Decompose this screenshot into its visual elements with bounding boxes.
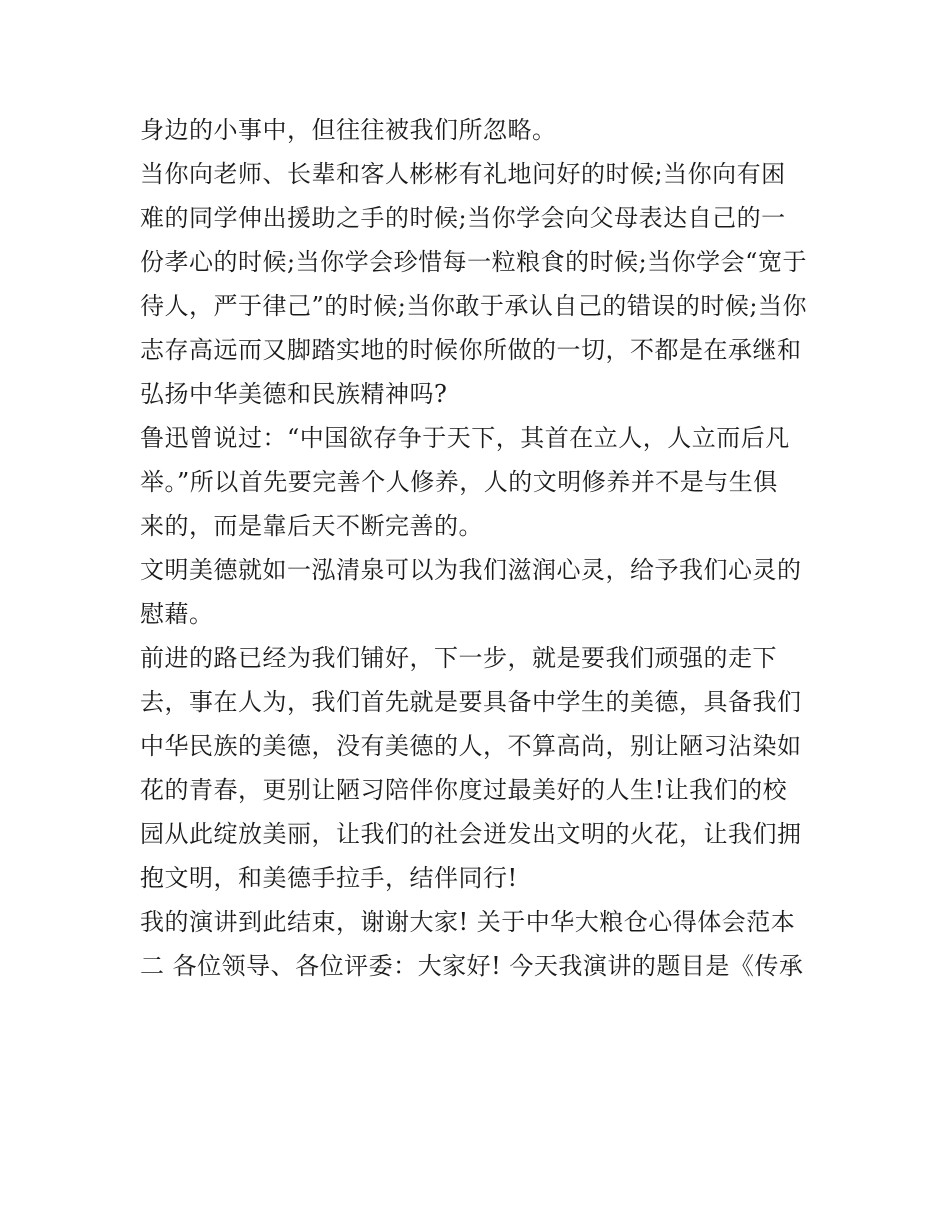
text-line: 鲁迅曾说过：“中国欲存争于天下，其首在立人，人立而后凡 xyxy=(140,424,790,452)
text-line: 志存高远而又脚踏实地的时候你所做的一切，不都是在承继和 xyxy=(140,336,802,364)
text-line: 文明美德就如一泓清泉可以为我们滋润心灵，给予我们心灵的 xyxy=(140,556,802,584)
text-line: 园从此绽放美丽，让我们的社会迸发出文明的火花，让我们拥 xyxy=(140,820,802,848)
text-line: 我的演讲到此结束，谢谢大家! 关于中华大粮仓心得体会范本 xyxy=(140,908,796,936)
text-line: 慰藉。 xyxy=(140,600,214,628)
text-line: 花的青春，更别让陋习陪伴你度过最美好的人生!让我们的校 xyxy=(140,776,788,804)
text-line: 身边的小事中，但往往被我们所忽略。 xyxy=(140,116,557,144)
text-line: 抱文明，和美德手拉手，结伴同行! xyxy=(140,864,518,892)
text-line: 弘扬中华美德和民族精神吗? xyxy=(140,380,448,408)
text-line: 来的，而是靠后天不断完善的。 xyxy=(140,512,483,540)
text-line: 中华民族的美德，没有美德的人，不算高尚，别让陋习沾染如 xyxy=(140,732,802,760)
text-line: 去，事在人为，我们首先就是要具备中学生的美德，具备我们 xyxy=(140,688,802,716)
text-line: 二 各位领导、各位评委：大家好! 今天我演讲的题目是《传承 xyxy=(140,952,804,980)
text-line: 当你向老师、长辈和客人彬彬有礼地问好的时候;当你向有困 xyxy=(140,160,786,188)
text-line: 份孝心的时候;当你学会珍惜每一粒粮食的时候;当你学会“宽于 xyxy=(140,248,807,276)
text-line: 前进的路已经为我们铺好，下一步，就是要我们顽强的走下 xyxy=(140,644,777,672)
text-line: 举。”所以首先要完善个人修养，人的文明修养并不是与生俱 xyxy=(140,468,778,496)
document-body xyxy=(140,108,815,988)
text-line: 待人，严于律己”的时候;当你敢于承认自己的错误的时候;当你 xyxy=(140,292,807,320)
text-line: 难的同学伸出援助之手的时候;当你学会向父母表达自己的一 xyxy=(140,204,786,232)
